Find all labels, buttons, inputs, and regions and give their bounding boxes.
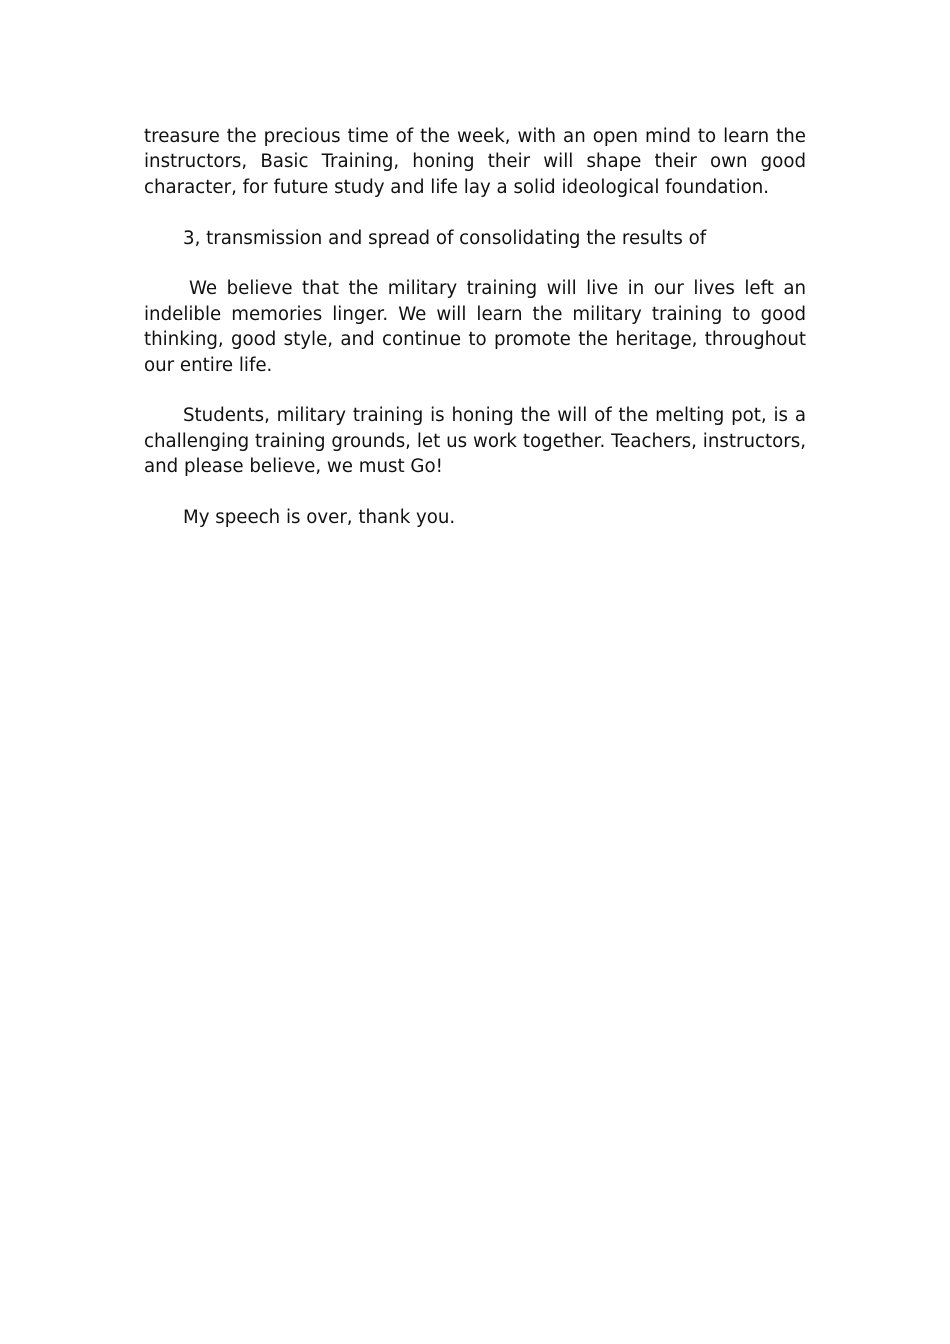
section-heading: 3, transmission and spread of consolidating the results of bbox=[183, 227, 707, 249]
paragraph-students: Students, military training is honing the will of the melting pot, is a challenging training grounds, let us work together. Teachers, instructors, and please believe, we must Go! bbox=[144, 405, 806, 478]
paragraph-continuation: treasure the precious time of the week, with an open mind to learn the instructors, Basic Training, honing their will shape their own good character, for future study and life lay a solid ideological foundation. bbox=[144, 126, 806, 198]
closing-line: My speech is over, thank you. bbox=[183, 507, 456, 529]
document-body bbox=[144, 124, 806, 556]
paragraph-belief: We believe that the military training will live in our lives left an indelible memories linger. We will learn the military training to good thinking, good style, and continue to promote the heritage, throughout our entire life. bbox=[144, 278, 806, 376]
